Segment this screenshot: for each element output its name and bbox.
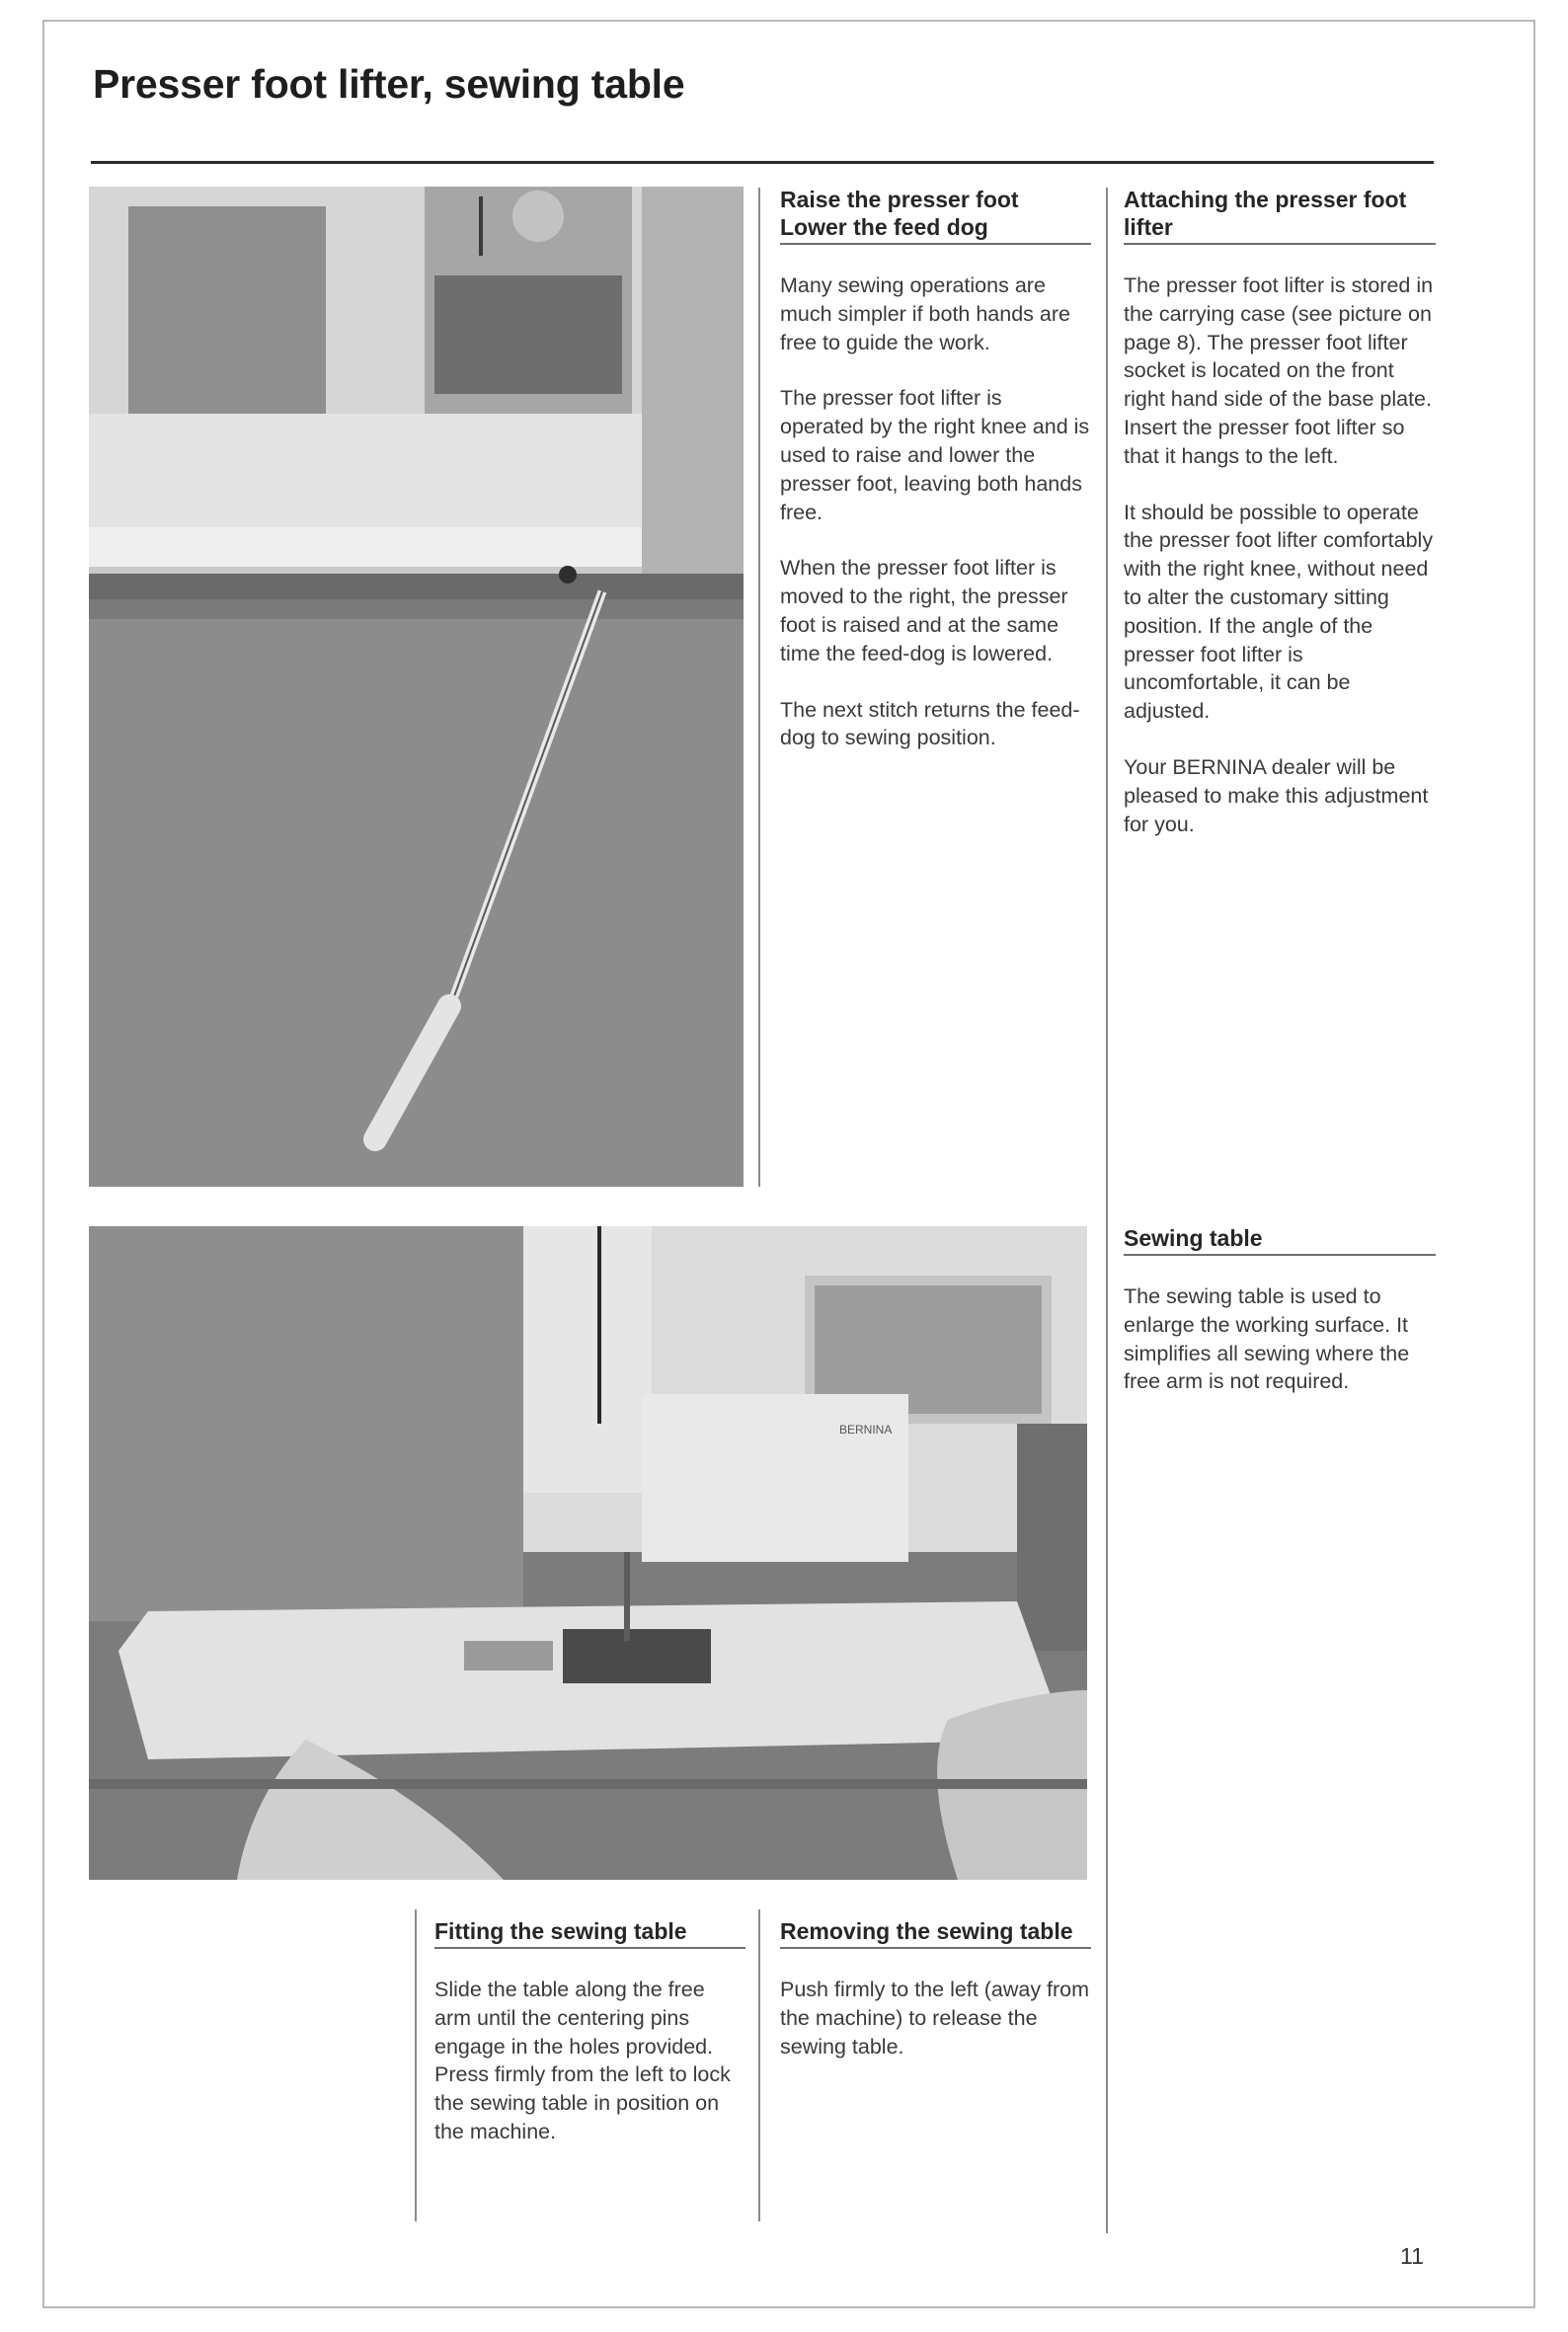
page-title: Presser foot lifter, sewing table — [93, 61, 685, 107]
photo-sewing-table — [89, 1226, 1087, 1880]
heading-fitting-table: Fitting the sewing table — [434, 1917, 745, 1949]
paragraph: The presser foot lifter is operated by the right knee and is used to raise and lower the presser foot, leaving both hands free. — [780, 386, 1090, 524]
title-rule — [91, 161, 1434, 164]
separator-right — [1106, 188, 1108, 2233]
paragraph: Many sewing operations are much simpler if both hands are free to guide the work. — [780, 273, 1070, 354]
heading-removing-table: Removing the sewing table — [780, 1917, 1091, 1949]
separator-bottom-left — [415, 1909, 417, 2221]
section-attaching-lifter — [1124, 186, 1436, 838]
section-fitting-table — [434, 1917, 745, 2146]
paragraph: The presser foot lifter is stored in the carrying case (see picture on page 8). The presser foot lifter socket is located on the front right hand side of the base plate. Insert the presser foot lifter so that it hangs to the left. — [1124, 273, 1434, 468]
paragraph: Your BERNINA dealer will be pleased to make this adjustment for you. — [1124, 754, 1429, 836]
heading-raise-presser-foot — [780, 186, 1091, 245]
heading-line-2: Lower the feed dog — [780, 214, 988, 240]
section-raise-presser-foot — [780, 186, 1091, 752]
section-removing-table — [780, 1917, 1091, 2060]
paragraph: The sewing table is used to enlarge the working surface. It simplifies all sewing where the free arm is not required. — [1124, 1284, 1410, 1394]
paragraph: When the presser foot lifter is moved to the right, the presser foot is raised and at the same time the feed-dog is lowered. — [780, 556, 1068, 665]
paragraph: It should be possible to operate the presser foot lifter comfortably with the right knee, without need to alter the customary sitting position. If the angle of the presser foot lifter is uncomfortable, it can be adjusted. — [1124, 500, 1434, 724]
separator-bottom-middle — [758, 1909, 760, 2221]
paragraph: Push firmly to the left (away from the machine) to release the sewing table. — [780, 1978, 1090, 2059]
separator-top-middle — [758, 188, 760, 1187]
paragraph: Slide the table along the free arm until the centering pins engage in the holes provided. Press firmly from the left to lock the sewing table in position on the machine. — [434, 1978, 731, 2143]
heading-attaching-lifter: Attaching the presser foot lifter — [1124, 186, 1436, 245]
heading-line-1: Raise the presser foot — [780, 187, 1019, 212]
page-number: 11 — [1400, 2243, 1424, 2269]
heading-sewing-table: Sewing table — [1124, 1224, 1436, 1256]
section-sewing-table — [1124, 1224, 1436, 1396]
machine-brand-label: BERNINA — [839, 1423, 893, 1437]
photo-presser-foot-lifter — [89, 187, 744, 1187]
paragraph: The next stitch returns the feed-dog to sewing position. — [780, 697, 1080, 750]
